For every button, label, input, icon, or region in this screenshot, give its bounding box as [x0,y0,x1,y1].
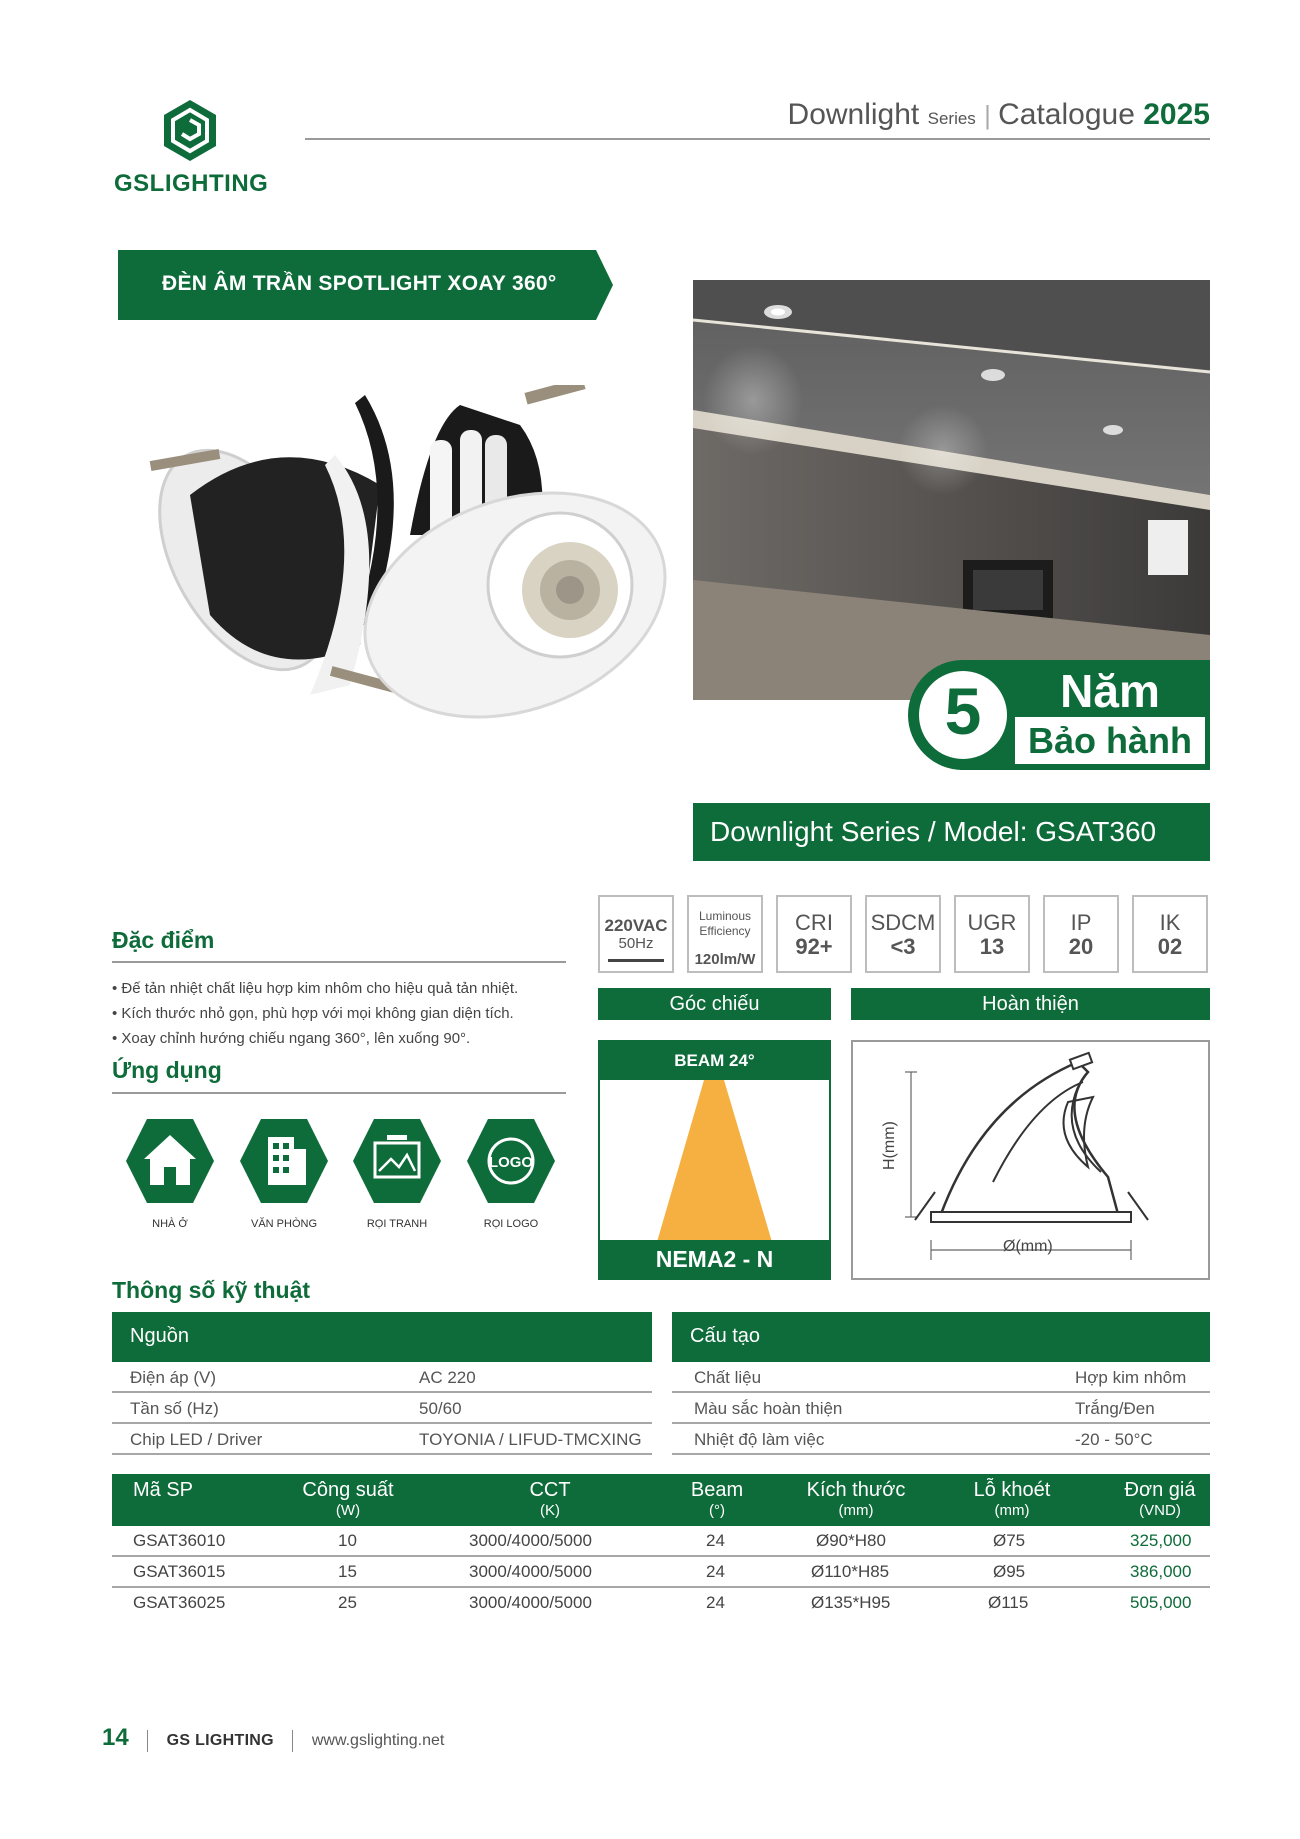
catalogue-year: 2025 [1143,98,1210,131]
power-table-title: Nguồn [112,1312,652,1362]
cell-cct: 3000/4000/5000 [469,1562,592,1581]
spec-ugr-label: UGR [967,910,1017,935]
cell-cutout: Ø115 [988,1593,1029,1612]
cell-price: 505,000 [1130,1593,1192,1612]
features-heading: Đặc điểm [112,927,215,953]
footer [102,1724,444,1752]
spec-ip-value: 20 [1068,934,1094,959]
spec-cri-value: 92+ [795,934,833,959]
features-divider [112,961,566,963]
spec-luminous-value: 120lm/W [694,951,756,968]
app-label-office: VĂN PHÒNG [250,1218,317,1230]
power-table [112,1362,652,1462]
spec-frequency-value: 50Hz [618,935,654,952]
col-header-size: Kích thước (mm) [806,1479,906,1519]
structure-key: Chất liệu [694,1368,762,1387]
cell-power: 25 [338,1593,357,1612]
spec-ugr [954,895,1030,973]
spec-ip [1043,895,1119,973]
app-item-painting [351,1115,443,1230]
power-value: 50/60 [419,1399,462,1418]
brand-logo [112,98,282,198]
nema-label: NEMA2 - N [600,1240,829,1278]
col-header-code: Mã SP [133,1479,194,1501]
col-header-price: Đơn giá (VND) [1124,1479,1196,1519]
beam-label: BEAM 24° [600,1042,829,1080]
app-label-house: NHÀ Ở [152,1218,188,1230]
finish-label: Hoàn thiện [851,988,1210,1020]
structure-value: -20 - 50°C [1075,1430,1153,1449]
warranty-badge [905,660,1210,770]
structure-value: Trắng/Đen [1075,1399,1155,1418]
beam-diagram [598,1040,831,1280]
spec-voltage-value: 220VAC [604,916,668,935]
footer-website-link[interactable]: www.gslighting.net [311,1732,445,1749]
office-building-icon [238,1115,330,1207]
spec-ugr-value: 13 [979,934,1005,959]
warranty-label: Bảo hành [1027,720,1192,761]
spec-luminous-efficiency [687,895,763,973]
cell-cct: 3000/4000/5000 [469,1531,592,1550]
cell-code: GSAT36025 [133,1593,226,1612]
col-header-power: Công suất (W) [302,1479,394,1519]
model-bar: Downlight Series / Model: GSAT360 [693,803,1210,861]
spec-ik-value: 02 [1157,934,1183,959]
product-table-header [112,1474,1210,1526]
cell-cutout: Ø75 [993,1531,1026,1550]
power-key: Chip LED / Driver [130,1430,263,1449]
dimension-diagram [851,1040,1210,1280]
structure-key: Nhiệt độ làm việc [694,1430,825,1449]
spec-sdcm-value: <3 [890,934,916,959]
house-icon [124,1115,216,1207]
structure-key: Màu sắc hoàn thiện [694,1399,843,1418]
power-value: AC 220 [419,1368,476,1387]
power-value: TOYONIA / LIFUD-TMCXING [419,1430,642,1449]
height-label: H(mm) [881,1121,898,1170]
app-item-office [238,1115,330,1230]
spec-efficiency-label: Efficiency [699,924,751,938]
cell-beam: 24 [706,1562,725,1581]
footer-brand: GS LIGHTING [166,1732,274,1749]
painting-icon [351,1115,443,1207]
col-header-cutout: Lỗ khoét (mm) [973,1479,1051,1519]
cube-logo-icon [160,98,220,164]
cell-code: GSAT36015 [133,1562,226,1581]
app-label-painting: RỌI TRANH [366,1218,428,1230]
feature-item: • Xoay chỉnh hướng chiếu ngang 360°, lên xuống 90°. [112,1030,471,1047]
catalogue-word: Catalogue [998,98,1135,131]
feature-item: • Đế tản nhiệt chất liệu hợp kim nhôm cho hiệu quả tản nhiệt. [112,980,519,997]
cell-code: GSAT36010 [133,1531,226,1550]
warranty-number: 5 [944,674,982,748]
table-row [112,1362,652,1393]
cell-beam: 24 [706,1593,725,1612]
cell-power: 10 [338,1531,357,1550]
applications-divider [112,1092,566,1094]
app-item-house [124,1115,216,1230]
app-item-logo [465,1115,557,1230]
cell-size: Ø135*H95 [811,1593,891,1612]
beam-angle-label: Góc chiếu [598,988,831,1020]
logo-icon [465,1115,557,1207]
structure-table-title: Cấu tạo [672,1312,1210,1362]
series-word: Downlight [787,98,920,131]
logo-icon-text: LOGO [488,1154,534,1171]
title-banner [118,250,613,320]
col-header-cct: CCT (K) [529,1479,571,1519]
feature-item: • Kích thước nhỏ gọn, phù hợp với mọi không gian diện tích. [112,1005,514,1022]
spec-ip-label: IP [1070,910,1092,935]
app-label-logo: RỌI LOGO [483,1218,539,1230]
spec-voltage-bar [608,959,664,962]
table-row [112,1526,1210,1557]
spec-cri [776,895,852,973]
power-key: Điện áp (V) [130,1368,216,1387]
table-row [112,1393,652,1424]
warranty-years: Năm [1060,665,1160,717]
spec-voltage [598,895,674,973]
spec-sdcm [865,895,941,973]
series-small: Series [927,109,976,128]
table-row [112,1557,1210,1588]
product-photo [130,385,730,755]
cell-cutout: Ø95 [993,1562,1026,1581]
brand-name: GSLIGHTING [114,170,269,197]
power-key: Tần số (Hz) [130,1399,219,1418]
spec-luminous-label: Luminous [698,909,752,923]
diameter-label: Ø(mm) [1003,1238,1053,1255]
product-title: ĐÈN ÂM TRẦN SPOTLIGHT XOAY 360° [162,272,557,295]
cell-power: 15 [338,1562,357,1581]
spec-cri-label: CRI [795,910,833,935]
spec-sdcm-label: SDCM [870,910,936,935]
applications-heading: Ứng dụng [112,1057,222,1083]
structure-table [672,1362,1210,1462]
cell-cct: 3000/4000/5000 [469,1593,592,1612]
structure-value: Hợp kim nhôm [1075,1368,1187,1387]
spec-ik [1132,895,1208,973]
cell-size: Ø90*H80 [816,1531,886,1550]
page-number: 14 [102,1724,129,1751]
table-row [672,1393,1210,1424]
table-row [112,1424,652,1455]
spec-ik-label: IK [1159,910,1181,935]
header-divider [305,138,1210,140]
col-header-beam: Beam (°) [690,1479,744,1519]
cell-price: 325,000 [1130,1531,1192,1550]
cell-price: 386,000 [1130,1562,1192,1581]
table-row [672,1362,1210,1393]
room-photo [693,280,1210,700]
cell-beam: 24 [706,1531,725,1550]
catalogue-header: Downlight Series | Catalogue 2025 [787,98,1210,131]
cell-size: Ø110*H85 [811,1562,890,1581]
table-row [112,1588,1210,1619]
table-row [672,1424,1210,1455]
beam-cone [600,1080,829,1242]
tech-specs-heading: Thông số kỹ thuật [112,1277,311,1303]
